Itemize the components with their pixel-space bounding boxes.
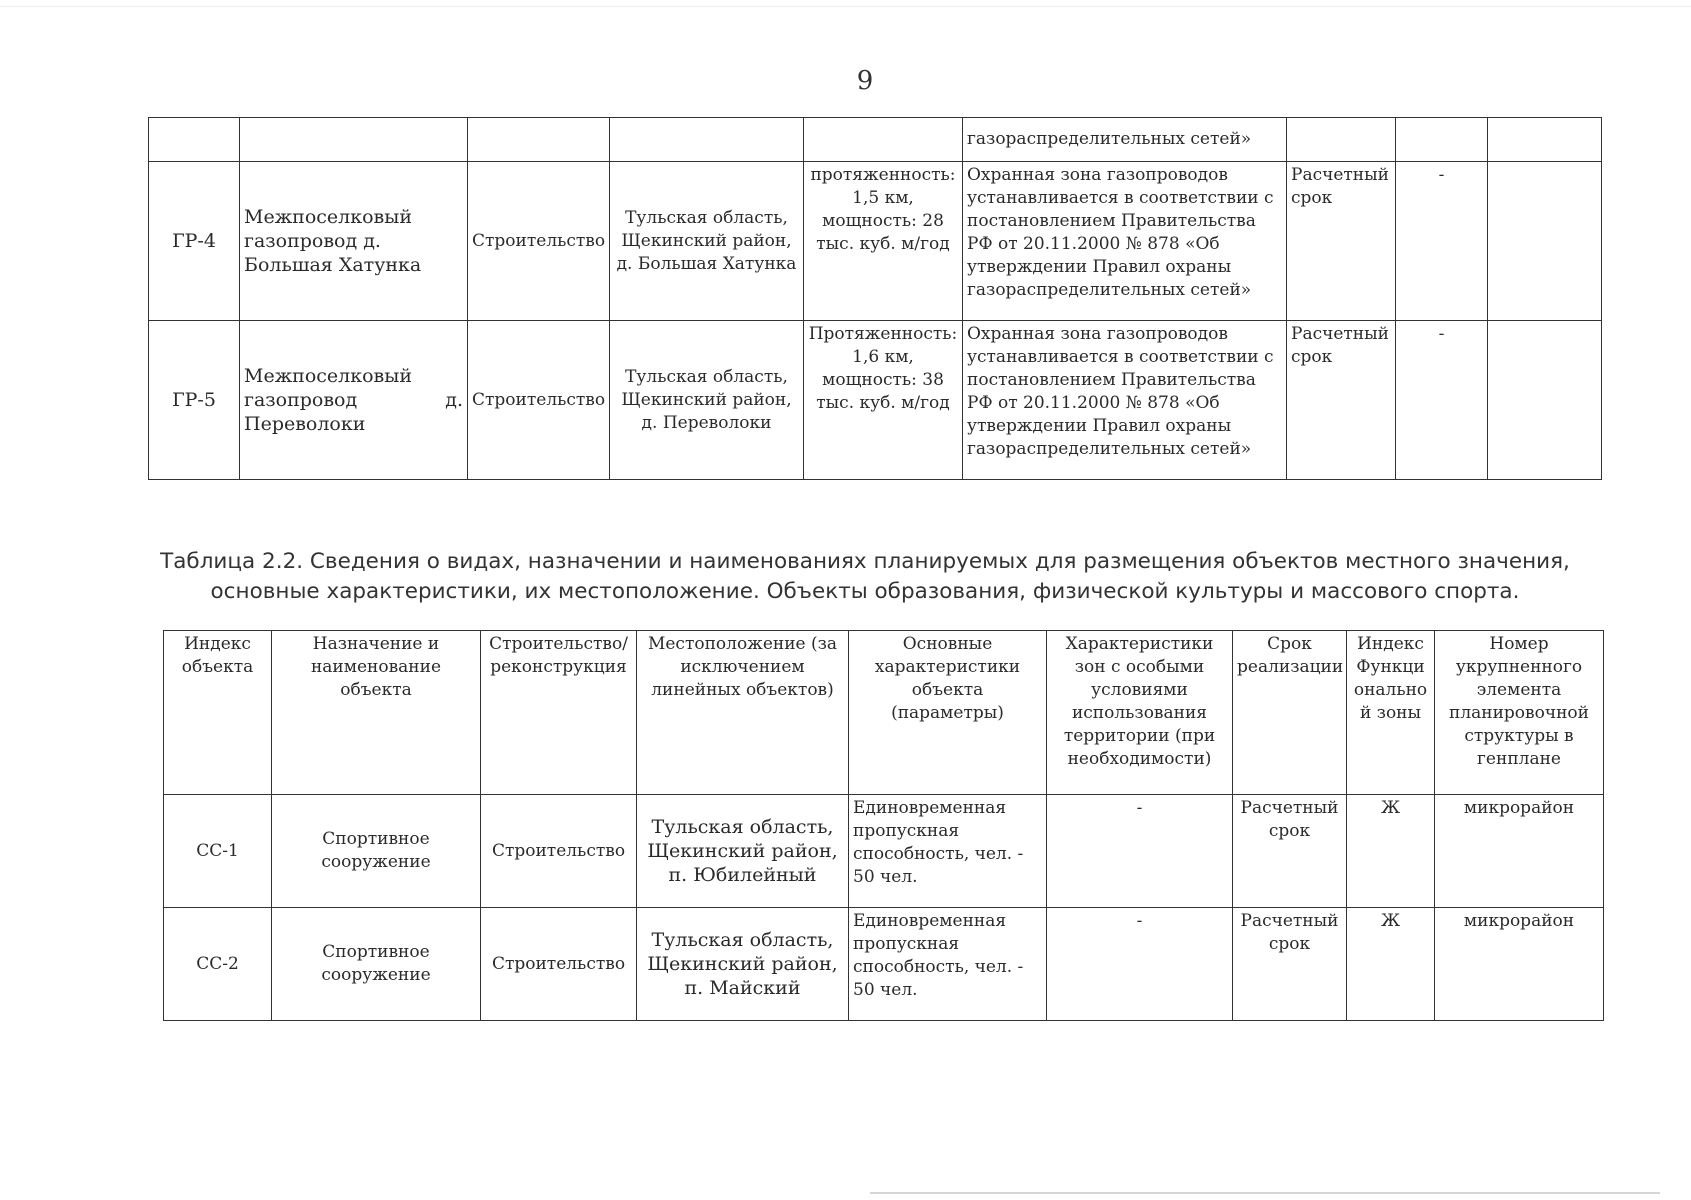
object-term: Расчетный срок: [1233, 908, 1347, 1021]
column-header: Срок реализации: [1233, 631, 1347, 795]
object-term: Расчетный срок: [1287, 162, 1396, 321]
object-name: [240, 321, 468, 480]
object-index: ГР-5: [149, 321, 240, 480]
object-element-number: микрорайон: [1435, 908, 1604, 1021]
column-header: Номер укрупненного элемента планировочной структуры в генплане: [1435, 631, 1604, 795]
table-row: [149, 321, 1602, 480]
scan-edge-bottom: [870, 1192, 1660, 1194]
table-gas-pipelines: [148, 117, 1602, 480]
object-element-number: [1488, 162, 1602, 321]
object-name-line: Переволоки: [244, 413, 366, 435]
table-row: [149, 162, 1602, 321]
object-term: Расчетный срок: [1233, 795, 1347, 908]
object-location: Тульская область, Щекинский район, д. Большая Хатунка: [610, 162, 804, 321]
object-term: Расчетный срок: [1287, 321, 1396, 480]
object-func-zone: -: [1396, 162, 1488, 321]
table-row: [164, 908, 1604, 1021]
object-element-number: [1488, 321, 1602, 480]
object-func-zone: Ж: [1347, 795, 1435, 908]
object-name-word: газопровод: [244, 389, 358, 411]
object-type: Строительство: [481, 908, 637, 1021]
object-params: Протяженность: 1,6 км, мощность: 38 тыс. куб. м/год: [804, 321, 963, 480]
object-params: Единовременная пропускная способность, чел. - 50 чел.: [849, 908, 1047, 1021]
scan-edge-top: [0, 6, 1691, 7]
object-func-zone: Ж: [1347, 908, 1435, 1021]
object-name-line: [244, 388, 463, 412]
object-name: Межпоселковый газопровод д. Большая Хатунка: [240, 162, 468, 321]
table-cell: [1396, 118, 1488, 162]
object-params: Единовременная пропускная способность, чел. - 50 чел.: [849, 795, 1047, 908]
table-cell: [240, 118, 468, 162]
object-zone: -: [1047, 908, 1233, 1021]
object-index: СС-2: [164, 908, 272, 1021]
table-header-row: [164, 631, 1604, 795]
table-caption: Таблица 2.2. Сведения о видах, назначении и наименованиях планируемых для размещения объектов местного значения, основные характеристики, их местоположение. Объекты образования, физической культуры и массового спорта.: [160, 549, 1570, 604]
column-header: Индекс Функци онально й зоны: [1347, 631, 1435, 795]
page-number: 9: [856, 66, 874, 96]
object-type: Строительство: [481, 795, 637, 908]
object-params: протяженность: 1,5 км, мощность: 28 тыс. куб. м/год: [804, 162, 963, 321]
column-header: Местоположение (за исключением линейных объектов): [637, 631, 849, 795]
table-sport-objects: [163, 630, 1604, 1021]
object-func-zone: -: [1396, 321, 1488, 480]
table-cell: [468, 118, 610, 162]
object-type: Строительство: [468, 162, 610, 321]
object-zone: -: [1047, 795, 1233, 908]
object-type: Строительство: [468, 321, 610, 480]
object-zone: Охранная зона газопроводов устанавливается в соответствии с постановлением Правительства РФ от 20.11.2000 № 878 «Об утверждении Правил охраны газораспределительных сетей»: [963, 162, 1287, 321]
object-location: Тульская область, Щекинский район, п. Майский: [637, 908, 849, 1021]
column-header: Назначение и наименование объекта: [272, 631, 481, 795]
table-cell: [1488, 118, 1602, 162]
table-cell: [1287, 118, 1396, 162]
column-header: Строительство/ реконструкция: [481, 631, 637, 795]
object-index: СС-1: [164, 795, 272, 908]
column-header: Основные характеристики объекта (параметры): [849, 631, 1047, 795]
column-header: Индекс объекта: [164, 631, 272, 795]
object-name: Спортивное сооружение: [272, 908, 481, 1021]
object-location: Тульская область, Щекинский район, п. Юбилейный: [637, 795, 849, 908]
table-cell: [149, 118, 240, 162]
object-name-line: Межпоселковый: [244, 365, 413, 387]
object-index: ГР-4: [149, 162, 240, 321]
object-name: Спортивное сооружение: [272, 795, 481, 908]
table-cell: [610, 118, 804, 162]
table-row: [149, 118, 1602, 162]
table-cell: газораспределительных сетей»: [963, 118, 1287, 162]
object-location: Тульская область, Щекинский район, д. Переволоки: [610, 321, 804, 480]
object-name-word: д.: [445, 389, 463, 411]
table-row: [164, 795, 1604, 908]
object-element-number: микрорайон: [1435, 795, 1604, 908]
table-cell: [804, 118, 963, 162]
column-header: Характеристики зон с особыми условиями использования территории (при необходимости): [1047, 631, 1233, 795]
object-zone: Охранная зона газопроводов устанавливается в соответствии с постановлением Правительства РФ от 20.11.2000 № 878 «Об утверждении Правил охраны газораспределительных сетей»: [963, 321, 1287, 480]
